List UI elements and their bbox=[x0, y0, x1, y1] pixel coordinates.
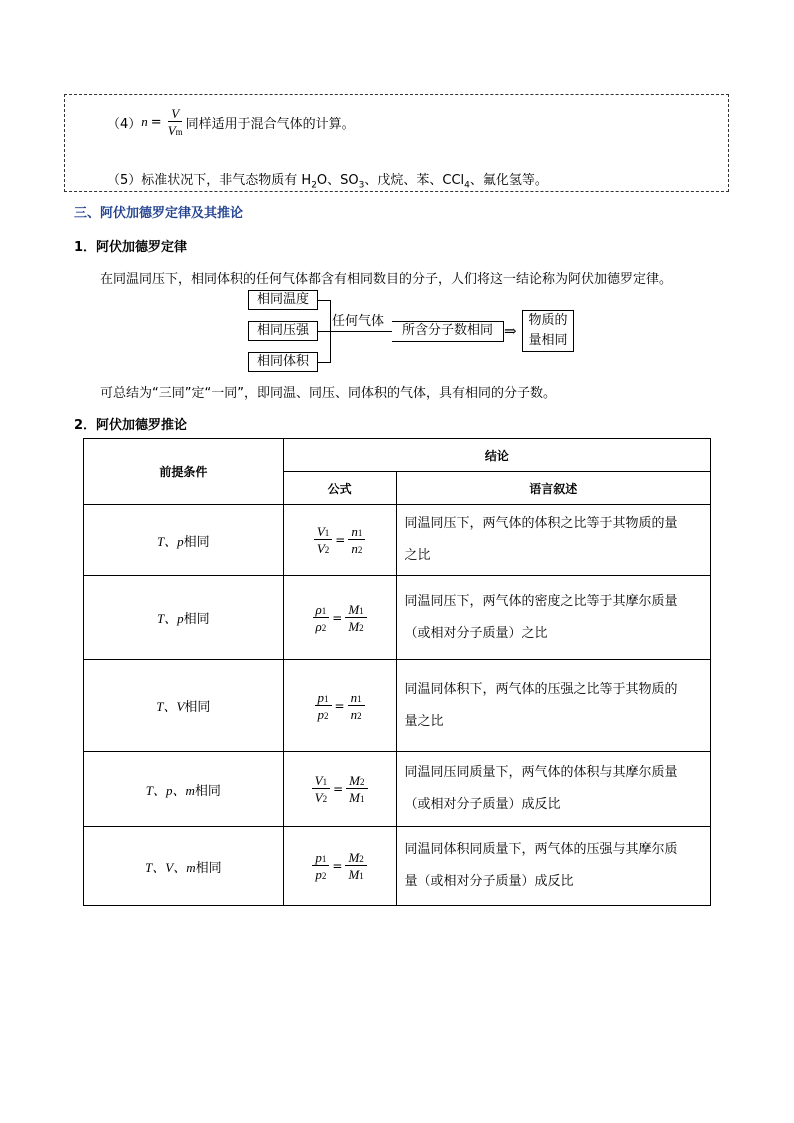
table-row bbox=[84, 752, 711, 827]
premise-cell: T、V相同 bbox=[84, 660, 284, 752]
header-premise: 前提条件 bbox=[84, 439, 284, 505]
header-statement: 语言叙述 bbox=[396, 472, 710, 505]
note-box bbox=[64, 94, 729, 192]
table-row bbox=[84, 576, 711, 660]
statement-cell: 同温同体积下，两气体的压强之比等于其物质的 量之比 bbox=[396, 660, 710, 752]
inference-table bbox=[83, 438, 711, 906]
section-title: 三、阿伏加德罗定律及其推论 bbox=[74, 206, 244, 221]
diagram-connector bbox=[318, 331, 330, 332]
formula-cell: $\frac{V1}{V2}$ = $\frac{M2}{M1}$ bbox=[283, 752, 396, 827]
law-diagram bbox=[248, 290, 578, 374]
formula-cell: $\frac{p1}{p2}$ = $\frac{M2}{M1}$ bbox=[283, 827, 396, 906]
premise-cell: T、p相同 bbox=[84, 576, 284, 660]
premise-cell: T、V、m相同 bbox=[84, 827, 284, 906]
formula-cell: $\frac{V1}{V2}$ = $\frac{n1}{n2}$ bbox=[283, 505, 396, 576]
inference-heading: 2．阿伏加德罗推论 bbox=[74, 418, 188, 433]
note-item-5: （5）标准状况下，非气态物质有 $H_2O$、$SO_3$、戊烷、苯、CCl$_4$、氟化氢等。 bbox=[107, 173, 548, 191]
diagram-condition-temperature: 相同温度 bbox=[248, 290, 318, 310]
formula-equals: = bbox=[150, 114, 162, 130]
diagram-arrow: ⇒ bbox=[504, 322, 517, 340]
table-row bbox=[84, 505, 711, 576]
diagram-connector bbox=[330, 331, 392, 332]
formula-denominator: Vm bbox=[167, 123, 183, 138]
formula-cell: $\frac{\rho 1}{\rho 2}$ = $\frac{M1}{M2}$ bbox=[283, 576, 396, 660]
diagram-connector bbox=[318, 300, 330, 301]
note-4-prefix: （4） bbox=[107, 116, 142, 132]
law-heading: 1．阿伏加德罗定律 bbox=[74, 240, 188, 255]
diagram-result: 所含分子数相同 bbox=[392, 321, 504, 342]
header-formula: 公式 bbox=[283, 472, 396, 505]
law-description: 在同温同压下，相同体积的任何气体都含有相同数目的分子，人们将这一结论称为阿伏加德罗定律。 bbox=[100, 272, 673, 287]
statement-cell: 同温同压下，两气体的密度之比等于其摩尔质量 （或相对分子质量）之比 bbox=[396, 576, 710, 660]
table-row bbox=[84, 827, 711, 906]
diagram-connector bbox=[318, 362, 330, 363]
statement-cell: 同温同压下，两气体的体积之比等于其物质的量 之比 bbox=[396, 505, 710, 576]
diagram-conclusion: 物质的 量相同 bbox=[522, 310, 574, 352]
premise-cell: T、p、m相同 bbox=[84, 752, 284, 827]
formula-cell: $\frac{p1}{p2}$ = $\frac{n1}{n2}$ bbox=[283, 660, 396, 752]
diagram-condition-volume: 相同体积 bbox=[248, 352, 318, 372]
formula-numerator: V bbox=[168, 107, 182, 122]
formula-n: n bbox=[141, 114, 148, 129]
formula-fraction bbox=[165, 107, 186, 137]
note-4-suffix: 同样适用于混合气体的计算。 bbox=[185, 116, 355, 132]
statement-cell: 同温同压同质量下，两气体的体积与其摩尔质量 （或相对分子质量）成反比 bbox=[396, 752, 710, 827]
header-conclusion: 结论 bbox=[283, 439, 710, 472]
statement-cell: 同温同体积同质量下，两气体的压强与其摩尔质 量（或相对分子质量）成反比 bbox=[396, 827, 710, 906]
diagram-condition-pressure: 相同压强 bbox=[248, 321, 318, 341]
table-row bbox=[84, 660, 711, 752]
diagram-middle-label: 任何气体 bbox=[332, 314, 385, 329]
premise-cell: T、p相同 bbox=[84, 505, 284, 576]
law-summary: 可总结为“三同”定“一同”，即同温、同压、同体积的气体，具有相同的分子数。 bbox=[100, 386, 556, 401]
note-item-4 bbox=[107, 107, 355, 137]
